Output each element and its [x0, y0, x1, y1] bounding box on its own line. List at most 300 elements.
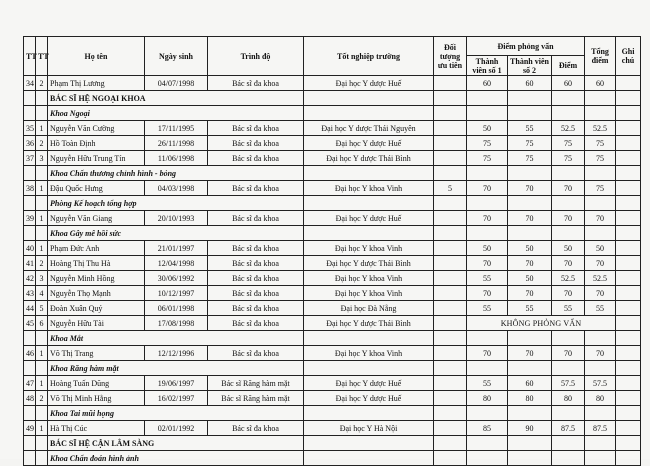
- priority-points: [434, 286, 467, 301]
- row-number: 41: [24, 256, 36, 271]
- empty-cell: [585, 436, 616, 451]
- empty-cell: [508, 196, 552, 211]
- note-cell: [616, 241, 641, 256]
- table-row: [24, 181, 641, 196]
- interview-score: 70: [552, 286, 585, 301]
- candidate-name: Phạm Thị Lương: [48, 76, 145, 91]
- date-of-birth: 12/12/1996: [145, 346, 208, 361]
- priority-points: [434, 256, 467, 271]
- department-row: [24, 226, 641, 241]
- empty-cell: [616, 166, 641, 181]
- candidate-name: Phạm Đức Anh: [48, 241, 145, 256]
- empty-cell: [467, 331, 508, 346]
- note-cell: [616, 376, 641, 391]
- empty-cell: [304, 436, 434, 451]
- date-of-birth: 21/01/1997: [145, 241, 208, 256]
- member-2-score: 70: [508, 256, 552, 271]
- not-interviewed-note: KHÔNG PHỎNG VẤN: [467, 316, 616, 331]
- table-row: [24, 301, 641, 316]
- section-title: BÁC SĨ HỆ NGOẠI KHOA: [48, 91, 304, 106]
- empty-cell: [467, 196, 508, 211]
- candidate-name: Đậu Quốc Hưng: [48, 181, 145, 196]
- interview-score: 87.5: [552, 421, 585, 436]
- empty-cell: [585, 226, 616, 241]
- graduated-school: Đại học Y dược Huế: [304, 211, 434, 226]
- header-dob: Ngày sinh: [145, 37, 208, 76]
- member-1-score: 75: [467, 151, 508, 166]
- empty-cell: [552, 196, 585, 211]
- member-1-score: 50: [467, 121, 508, 136]
- member-2-score: 90: [508, 421, 552, 436]
- row-sub-number: 1: [36, 241, 48, 256]
- graduated-school: Đại học Y khoa Vinh: [304, 346, 434, 361]
- note-cell: [616, 271, 641, 286]
- row-sub-number: 1: [36, 376, 48, 391]
- department-name: Khoa Tai mũi họng: [48, 406, 304, 421]
- candidate-name: Hoàng Thị Thu Hà: [48, 256, 145, 271]
- member-2-score: 80: [508, 391, 552, 406]
- total-score: 87.5: [585, 421, 616, 436]
- member-1-score: 55: [467, 376, 508, 391]
- table-row: [24, 421, 641, 436]
- row-number: 49: [24, 421, 36, 436]
- qualification: Bác sĩ đa khoa: [208, 286, 304, 301]
- qualification: Bác sĩ đa khoa: [208, 241, 304, 256]
- member-1-score: 70: [467, 286, 508, 301]
- priority-points: [434, 136, 467, 151]
- date-of-birth: 16/02/1997: [145, 391, 208, 406]
- empty-cell: [36, 166, 48, 181]
- member-2-score: 60: [508, 376, 552, 391]
- qualification: Bác sĩ đa khoa: [208, 211, 304, 226]
- interview-score: 57.5: [552, 376, 585, 391]
- priority-points: [434, 391, 467, 406]
- total-score: 70: [585, 211, 616, 226]
- empty-cell: [304, 196, 434, 211]
- empty-cell: [552, 91, 585, 106]
- empty-cell: [36, 406, 48, 421]
- row-number: 46: [24, 346, 36, 361]
- qualification: Bác sĩ đa khoa: [208, 301, 304, 316]
- note-cell: [616, 76, 641, 91]
- empty-cell: [434, 166, 467, 181]
- empty-cell: [434, 91, 467, 106]
- note-cell: [616, 286, 641, 301]
- row-number: 39: [24, 211, 36, 226]
- header-level: Trình độ: [208, 37, 304, 76]
- total-score: 52.5: [585, 121, 616, 136]
- header-tt-sub: TT: [36, 37, 48, 76]
- empty-cell: [434, 436, 467, 451]
- empty-cell: [36, 331, 48, 346]
- date-of-birth: 10/12/1997: [145, 286, 208, 301]
- empty-cell: [434, 226, 467, 241]
- qualification: Bác sĩ đa khoa: [208, 181, 304, 196]
- empty-cell: [467, 361, 508, 376]
- member-1-score: 70: [467, 346, 508, 361]
- empty-cell: [585, 166, 616, 181]
- total-score: 70: [585, 346, 616, 361]
- date-of-birth: 04/03/1998: [145, 181, 208, 196]
- interview-score: 80: [552, 391, 585, 406]
- row-sub-number: 1: [36, 346, 48, 361]
- empty-cell: [304, 226, 434, 241]
- member-1-score: 70: [467, 256, 508, 271]
- row-number: 38: [24, 181, 36, 196]
- empty-cell: [585, 196, 616, 211]
- graduated-school: Đại học Y Hà Nội: [304, 421, 434, 436]
- note-cell: [616, 181, 641, 196]
- qualification: Bác sĩ đa khoa: [208, 271, 304, 286]
- header-note: Ghi chú: [616, 37, 641, 76]
- section-title: BÁC SĨ HỆ CẬN LÂM SÀNG: [48, 436, 304, 451]
- row-sub-number: 1: [36, 181, 48, 196]
- note-cell: [616, 316, 641, 331]
- empty-cell: [434, 106, 467, 121]
- candidate-name: Hồ Toàn Định: [48, 136, 145, 151]
- department-row: [24, 451, 641, 466]
- member-2-score: 70: [508, 181, 552, 196]
- row-sub-number: 2: [36, 136, 48, 151]
- row-sub-number: 3: [36, 271, 48, 286]
- empty-cell: [508, 226, 552, 241]
- member-1-score: 50: [467, 241, 508, 256]
- interview-score: 60: [552, 76, 585, 91]
- qualification: Bác sĩ đa khoa: [208, 76, 304, 91]
- row-number: 44: [24, 301, 36, 316]
- empty-cell: [467, 91, 508, 106]
- table-row: [24, 136, 641, 151]
- total-score: 70: [585, 286, 616, 301]
- empty-cell: [467, 406, 508, 421]
- row-number: 34: [24, 76, 36, 91]
- empty-cell: [508, 166, 552, 181]
- qualification: Bác sĩ đa khoa: [208, 316, 304, 331]
- empty-cell: [434, 451, 467, 466]
- member-2-score: 70: [508, 211, 552, 226]
- header-score: Điểm: [552, 56, 585, 76]
- interview-score: 52.5: [552, 271, 585, 286]
- empty-cell: [585, 406, 616, 421]
- member-1-score: 55: [467, 271, 508, 286]
- header-priority: Đối tượng ưu tiên: [434, 37, 467, 76]
- note-cell: [616, 346, 641, 361]
- empty-cell: [24, 196, 36, 211]
- empty-cell: [24, 166, 36, 181]
- date-of-birth: 06/01/1998: [145, 301, 208, 316]
- empty-cell: [616, 91, 641, 106]
- empty-cell: [304, 451, 434, 466]
- empty-cell: [434, 331, 467, 346]
- date-of-birth: 26/11/1998: [145, 136, 208, 151]
- empty-cell: [304, 166, 434, 181]
- candidate-name: Nguyễn Minh Hồng: [48, 271, 145, 286]
- table-row: [24, 76, 641, 91]
- graduated-school: Đại học Đà Nẵng: [304, 301, 434, 316]
- row-number: 40: [24, 241, 36, 256]
- empty-cell: [36, 361, 48, 376]
- graduated-school: Đại học Y khoa Vinh: [304, 286, 434, 301]
- candidate-name: Hoàng Tuấn Dũng: [48, 376, 145, 391]
- member-2-score: 50: [508, 271, 552, 286]
- results-table: [23, 36, 641, 466]
- table-row: [24, 271, 641, 286]
- member-1-score: 75: [467, 136, 508, 151]
- empty-cell: [508, 436, 552, 451]
- table-row: [24, 316, 641, 331]
- table-body: [24, 76, 641, 466]
- table-row: [24, 121, 641, 136]
- graduated-school: Đại học Y dược Thái Bình: [304, 316, 434, 331]
- empty-cell: [24, 361, 36, 376]
- department-name: Khoa Ngoại: [48, 106, 304, 121]
- note-cell: [616, 256, 641, 271]
- note-cell: [616, 136, 641, 151]
- candidate-name: Nguyễn Văn Giang: [48, 211, 145, 226]
- empty-cell: [616, 451, 641, 466]
- total-score: 55: [585, 301, 616, 316]
- row-sub-number: 6: [36, 316, 48, 331]
- empty-cell: [467, 226, 508, 241]
- empty-cell: [36, 106, 48, 121]
- qualification: Bác sĩ đa khoa: [208, 421, 304, 436]
- row-number: 35: [24, 121, 36, 136]
- empty-cell: [552, 436, 585, 451]
- date-of-birth: 02/01/1992: [145, 421, 208, 436]
- candidate-name: Nguyễn Hữu Trung Tín: [48, 151, 145, 166]
- empty-cell: [585, 451, 616, 466]
- graduated-school: Đại học Y dược Thái Bình: [304, 256, 434, 271]
- empty-cell: [585, 91, 616, 106]
- empty-cell: [508, 406, 552, 421]
- empty-cell: [304, 331, 434, 346]
- empty-cell: [616, 106, 641, 121]
- note-cell: [616, 121, 641, 136]
- table-row: [24, 256, 641, 271]
- empty-cell: [434, 196, 467, 211]
- date-of-birth: 20/10/1993: [145, 211, 208, 226]
- empty-cell: [467, 106, 508, 121]
- empty-cell: [467, 436, 508, 451]
- header-total: Tổng điểm: [585, 37, 616, 76]
- empty-cell: [24, 226, 36, 241]
- header-name: Họ tên: [48, 37, 145, 76]
- header-member-1: Thành viên số 1: [467, 56, 508, 76]
- date-of-birth: 11/06/1998: [145, 151, 208, 166]
- total-score: 60: [585, 76, 616, 91]
- date-of-birth: 19/06/1997: [145, 376, 208, 391]
- note-cell: [616, 211, 641, 226]
- department-row: [24, 166, 641, 181]
- total-score: 52.5: [585, 271, 616, 286]
- total-score: 80: [585, 391, 616, 406]
- row-number: 43: [24, 286, 36, 301]
- member-2-score: 70: [508, 346, 552, 361]
- row-number: 45: [24, 316, 36, 331]
- qualification: Bác sĩ đa khoa: [208, 346, 304, 361]
- row-number: 48: [24, 391, 36, 406]
- total-score: 70: [585, 256, 616, 271]
- interview-score: 70: [552, 211, 585, 226]
- empty-cell: [24, 451, 36, 466]
- note-cell: [616, 151, 641, 166]
- department-name: Khoa Chấn thương chỉnh hình - bỏng: [48, 166, 304, 181]
- total-score: 75: [585, 181, 616, 196]
- empty-cell: [616, 331, 641, 346]
- interview-score: 52.5: [552, 121, 585, 136]
- row-sub-number: 3: [36, 151, 48, 166]
- row-sub-number: 1: [36, 421, 48, 436]
- empty-cell: [36, 196, 48, 211]
- department-row: [24, 406, 641, 421]
- empty-cell: [585, 361, 616, 376]
- member-2-score: 60: [508, 76, 552, 91]
- row-number: 37: [24, 151, 36, 166]
- row-sub-number: 2: [36, 256, 48, 271]
- empty-cell: [24, 436, 36, 451]
- row-sub-number: 2: [36, 391, 48, 406]
- graduated-school: Đại học Y dược Huế: [304, 76, 434, 91]
- interview-score: 75: [552, 151, 585, 166]
- candidate-name: Võ Thị Minh Hằng: [48, 391, 145, 406]
- total-score: 50: [585, 241, 616, 256]
- qualification: Bác sĩ đa khoa: [208, 256, 304, 271]
- empty-cell: [552, 226, 585, 241]
- empty-cell: [304, 406, 434, 421]
- empty-cell: [585, 106, 616, 121]
- row-number: 42: [24, 271, 36, 286]
- empty-cell: [616, 436, 641, 451]
- graduated-school: Đại học Y dược Thái Bình: [304, 151, 434, 166]
- priority-points: [434, 301, 467, 316]
- row-number: 47: [24, 376, 36, 391]
- interview-score: 70: [552, 181, 585, 196]
- header-interview: Điểm phỏng vấn: [467, 37, 585, 56]
- member-2-score: 50: [508, 241, 552, 256]
- empty-cell: [552, 331, 585, 346]
- row-sub-number: 5: [36, 301, 48, 316]
- qualification: Bác sĩ đa khoa: [208, 121, 304, 136]
- empty-cell: [36, 91, 48, 106]
- header-tt: TT: [24, 37, 36, 76]
- empty-cell: [434, 406, 467, 421]
- empty-cell: [616, 226, 641, 241]
- note-cell: [616, 421, 641, 436]
- empty-cell: [36, 226, 48, 241]
- empty-cell: [304, 361, 434, 376]
- empty-cell: [467, 451, 508, 466]
- member-2-score: 70: [508, 286, 552, 301]
- department-row: [24, 361, 641, 376]
- date-of-birth: 04/07/1998: [145, 76, 208, 91]
- header-school: Tốt nghiệp trường: [304, 37, 434, 76]
- priority-points: [434, 121, 467, 136]
- empty-cell: [616, 361, 641, 376]
- table-header: [24, 37, 641, 76]
- table-row: [24, 286, 641, 301]
- total-score: 57.5: [585, 376, 616, 391]
- row-sub-number: 1: [36, 121, 48, 136]
- empty-cell: [24, 406, 36, 421]
- empty-cell: [552, 361, 585, 376]
- priority-points: [434, 151, 467, 166]
- department-row: [24, 196, 641, 211]
- date-of-birth: 17/11/1995: [145, 121, 208, 136]
- empty-cell: [552, 106, 585, 121]
- empty-cell: [508, 91, 552, 106]
- candidate-name: Nguyễn Hữu Tài: [48, 316, 145, 331]
- section-header-row: [24, 91, 641, 106]
- date-of-birth: 17/08/1998: [145, 316, 208, 331]
- priority-points: [434, 346, 467, 361]
- member-1-score: 60: [467, 76, 508, 91]
- date-of-birth: 30/06/1992: [145, 271, 208, 286]
- empty-cell: [304, 91, 434, 106]
- qualification: Bác sĩ Răng hàm mặt: [208, 376, 304, 391]
- candidate-name: Đoàn Xuân Quý: [48, 301, 145, 316]
- department-name: Khoa Răng hàm mặt: [48, 361, 304, 376]
- empty-cell: [552, 406, 585, 421]
- empty-cell: [508, 361, 552, 376]
- table-row: [24, 211, 641, 226]
- member-2-score: 55: [508, 301, 552, 316]
- graduated-school: Đại học Y dược Huế: [304, 376, 434, 391]
- graduated-school: Đại học Y khoa Vinh: [304, 271, 434, 286]
- empty-cell: [552, 166, 585, 181]
- member-2-score: 55: [508, 121, 552, 136]
- note-cell: [616, 391, 641, 406]
- priority-points: [434, 211, 467, 226]
- row-sub-number: 2: [36, 76, 48, 91]
- priority-points: [434, 376, 467, 391]
- header-member-2: Thành viên số 2: [508, 56, 552, 76]
- priority-points: 5: [434, 181, 467, 196]
- qualification: Bác sĩ đa khoa: [208, 151, 304, 166]
- member-1-score: 70: [467, 181, 508, 196]
- department-name: Khoa Chẩn đoán hình ảnh: [48, 451, 304, 466]
- member-1-score: 70: [467, 211, 508, 226]
- candidate-name: Nguyễn Thọ Mạnh: [48, 286, 145, 301]
- empty-cell: [304, 106, 434, 121]
- candidate-name: Võ Thị Trang: [48, 346, 145, 361]
- graduated-school: Đại học Y khoa Vinh: [304, 241, 434, 256]
- row-number: 36: [24, 136, 36, 151]
- table-row: [24, 241, 641, 256]
- empty-cell: [616, 406, 641, 421]
- row-sub-number: 4: [36, 286, 48, 301]
- row-sub-number: 1: [36, 211, 48, 226]
- empty-cell: [508, 106, 552, 121]
- empty-cell: [552, 451, 585, 466]
- qualification: Bác sĩ Răng hàm mặt: [208, 391, 304, 406]
- empty-cell: [36, 436, 48, 451]
- table-row: [24, 391, 641, 406]
- note-cell: [616, 301, 641, 316]
- priority-points: [434, 241, 467, 256]
- date-of-birth: 12/04/1998: [145, 256, 208, 271]
- section-header-row: [24, 436, 641, 451]
- member-1-score: 80: [467, 391, 508, 406]
- interview-score: 75: [552, 136, 585, 151]
- member-2-score: 75: [508, 136, 552, 151]
- interview-score: 70: [552, 256, 585, 271]
- interview-score: 55: [552, 301, 585, 316]
- graduated-school: Đại học Y dược Thái Nguyên: [304, 121, 434, 136]
- department-name: Phòng Kế hoạch tổng hợp: [48, 196, 304, 211]
- empty-cell: [24, 331, 36, 346]
- empty-cell: [467, 166, 508, 181]
- department-name: Khoa Gây mê hồi sức: [48, 226, 304, 241]
